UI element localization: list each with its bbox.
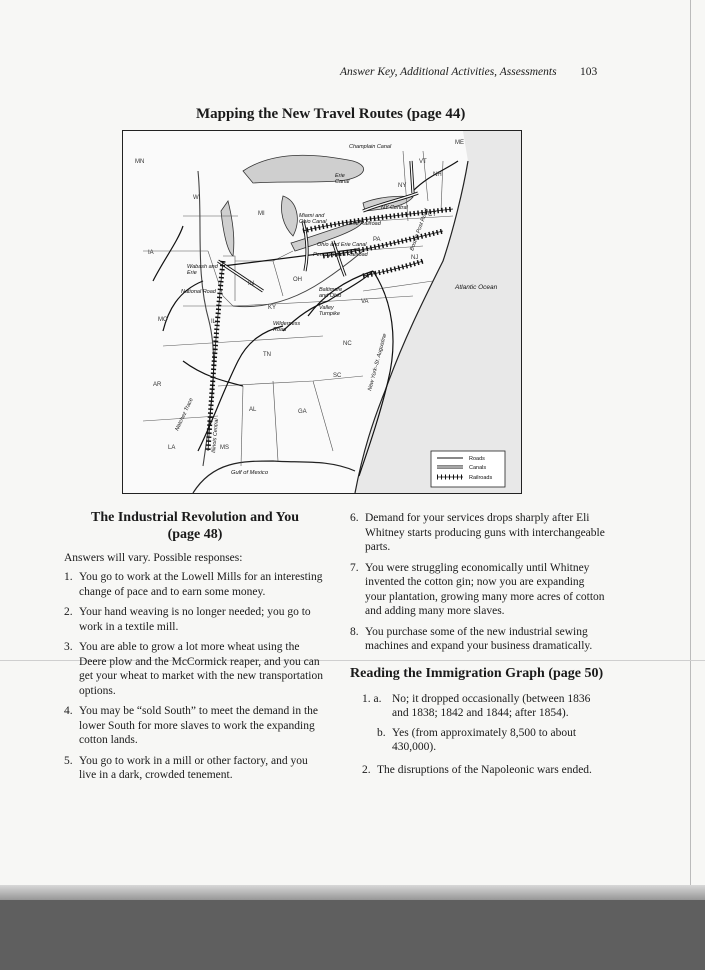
svg-text:IA: IA <box>148 250 154 256</box>
label-ny-augusta: New York–St. Augustine <box>367 332 389 392</box>
svg-text:NH: NH <box>433 172 442 178</box>
svg-text:AR: AR <box>153 382 162 388</box>
svg-text:MN: MN <box>135 159 145 165</box>
answer-1: 1. You go to work at the Lowell Mills for an interesting change of pace and to earn some money. <box>64 571 323 598</box>
legend-railroads: Railroads <box>469 475 493 481</box>
running-head <box>340 66 600 78</box>
svg-text:KY: KY <box>268 305 277 311</box>
svg-text:NC: NC <box>343 341 352 347</box>
right-column <box>350 511 608 782</box>
svg-text:NJ: NJ <box>411 255 419 261</box>
label-valley-turnpike: Valley Turnpike <box>319 305 340 317</box>
label-miami-ohio: Miami and Ohio Canal <box>299 213 327 225</box>
svg-text:AL: AL <box>249 407 257 413</box>
svg-text:NY: NY <box>398 183 407 189</box>
svg-text:IL: IL <box>211 319 217 325</box>
immigration-answers <box>350 692 608 778</box>
svg-text:VT: VT <box>419 159 427 165</box>
svg-text:MO: MO <box>158 317 168 323</box>
legend-roads: Roads <box>469 456 485 462</box>
lake-michigan <box>221 201 234 256</box>
page-edge <box>690 0 691 900</box>
gulf-coastline <box>193 461 355 493</box>
svg-text:IN: IN <box>248 281 254 287</box>
svg-text:WI: WI <box>193 195 201 201</box>
answer-7: 7. You were struggling economically until Whitney invented the cotton gin; now you are expanding your plantation, growing many more acres of cotton and adding many more slaves. <box>350 561 605 617</box>
label-atlantic: Atlantic Ocean <box>455 284 498 291</box>
label-illinois-central: Illinois Central <box>211 418 221 454</box>
immigration-q2: 2. The disruptions of the Napoleonic wars ended. <box>362 763 592 776</box>
answer-6: 6. Demand for your services drops sharply after Eli Whitney starts producing guns with interchangeable parts. <box>350 512 605 553</box>
page-number: 103 <box>580 66 598 78</box>
label-balt-ohio: Baltimore and Ohio <box>319 287 343 299</box>
answer-2: 2. Your hand weaving is no longer needed; you go to work in a textile mill. <box>64 606 311 633</box>
svg-text:OH: OH <box>293 277 302 283</box>
legend-canals: Canals <box>469 465 487 471</box>
svg-text:ME: ME <box>455 140 464 146</box>
map-legend <box>431 451 505 487</box>
immigration-q1a: 1. a. No; it dropped occasionally (between 1836 and 1838; 1842 and 1844; after 1854). <box>362 692 591 719</box>
map-title: Mapping the New Travel Routes (page 44) <box>196 106 466 122</box>
map-svg <box>123 131 521 493</box>
label-penn-railroad: Pennsylvania Railroad <box>313 252 368 258</box>
lake-huron <box>281 196 297 236</box>
industrial-section <box>64 509 326 789</box>
answer-3: 3. You are able to grow a lot more wheat using the Deere plow and the McCormick reaper, and you can get your wheat to market with the new transportation options. <box>64 641 323 697</box>
svg-text:LA: LA <box>168 445 176 451</box>
svg-text:MS: MS <box>220 445 229 451</box>
label-boston-post: Boston Post Road <box>409 207 431 252</box>
iowa-road-line <box>153 226 183 281</box>
immigration-title: Reading the Immigration Graph (page 50) <box>350 665 604 681</box>
label-erie-railroad: Erie Railroad <box>349 221 381 227</box>
running-title: Answer Key, Additional Activities, Assessments <box>340 66 557 78</box>
label-wabash: Wabash and Erie <box>187 264 218 276</box>
travel-routes-map <box>122 130 522 494</box>
label-champlain: Champlain Canal <box>349 144 392 150</box>
label-ny-central: NY Central <box>381 205 408 211</box>
label-erie-canal: Erie Canal <box>335 173 350 185</box>
label-natchez: Natchez Trace <box>174 397 195 432</box>
answer-8: 8. You purchase some of the new industrial sewing machines and expand your business dramatically. <box>350 625 593 652</box>
label-national-road: National Road <box>181 289 216 295</box>
industrial-title: The Industrial Revolution and You (page 48) <box>91 510 299 542</box>
answer-4: 4. You may be “sold South” to meet the demand in the lower South for more slaves to work the expanding cotton lands. <box>64 705 319 746</box>
svg-text:SC: SC <box>333 373 342 379</box>
svg-text:TN: TN <box>263 352 271 358</box>
svg-text:GA: GA <box>298 409 307 415</box>
svg-text:PA: PA <box>373 237 381 243</box>
label-wilderness: Wilderness Road <box>273 321 301 333</box>
immigration-q1b: b. Yes (from approximately 8,500 to about 430,000). <box>377 726 577 753</box>
atlantic-shade <box>355 131 521 493</box>
answer-5: 5. You go to work in a mill or other factory, and you live in a dark, crowded tenement. <box>64 754 308 781</box>
scanner-background <box>0 900 705 970</box>
label-gulf: Gulf of Mexico <box>231 470 269 476</box>
industrial-intro: Answers will vary. Possible responses: <box>64 552 243 564</box>
svg-text:MI: MI <box>258 211 265 217</box>
label-ohio-erie: Ohio and Erie Canal <box>317 242 367 248</box>
svg-text:CT: CT <box>428 212 436 218</box>
svg-text:VA: VA <box>361 299 369 305</box>
